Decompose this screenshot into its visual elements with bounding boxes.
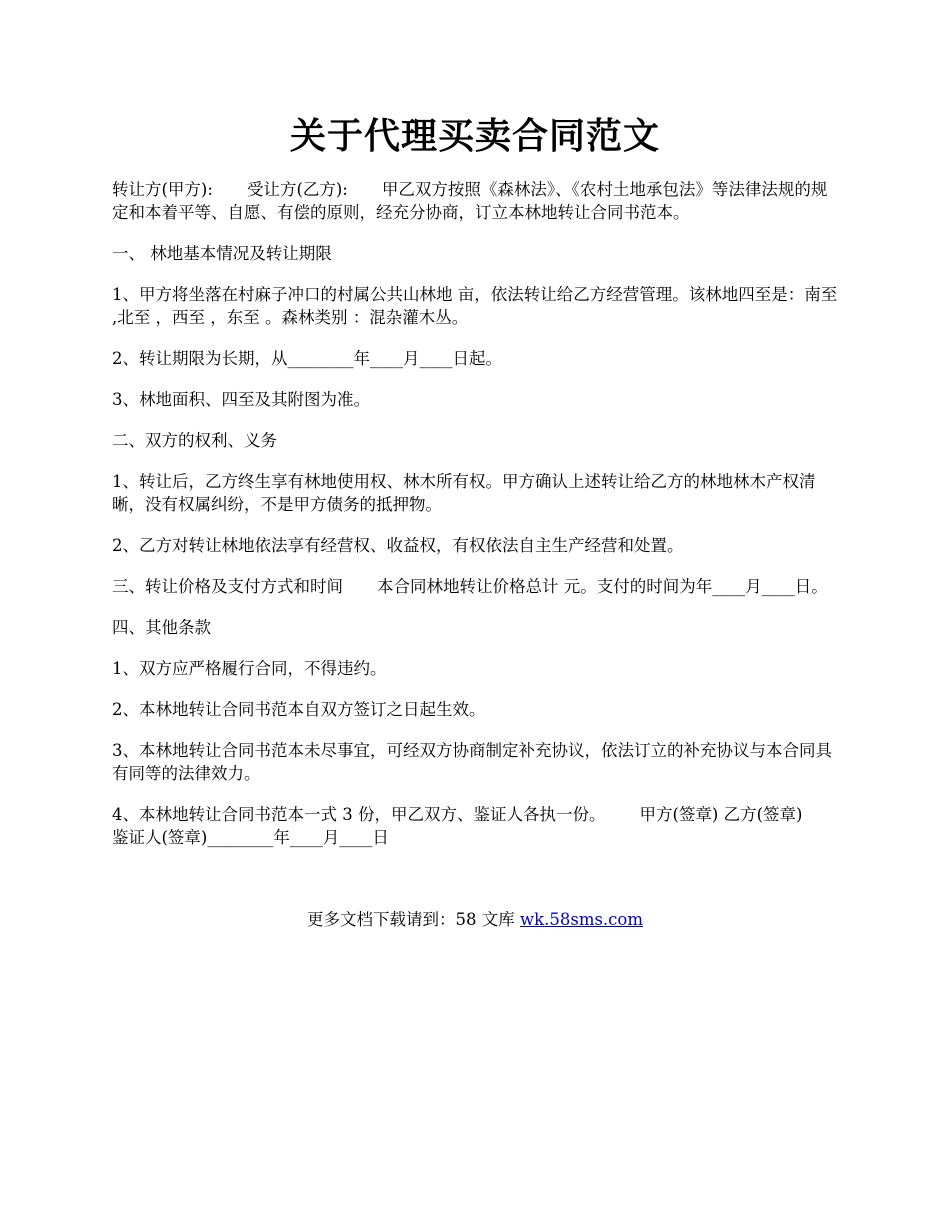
clause-4-2: 2、本林地转让合同书范本自双方签订之日起生效。 (112, 700, 486, 719)
party-b-label: 受让方(乙方): (246, 180, 348, 199)
section-heading-3: 三、转让价格及支付方式和时间 (112, 577, 343, 596)
clause-4-4-text: 4、本林地转让合同书范本一式 3 份，甲乙双方、鉴证人各执一份。 (112, 805, 606, 824)
witness-signature: 鉴证人(签章)________年____月____日 (112, 828, 389, 847)
section-3-paragraph (112, 575, 840, 598)
footer-text: 更多文档下载请到：58 文库 (306, 910, 520, 929)
document-body (112, 178, 840, 867)
document-title: 关于代理买卖合同范文 (289, 115, 660, 157)
party-b-signature: 乙方(签章) (723, 805, 803, 824)
clause-1-3: 3、林地面积、四至及其附图为准。 (112, 390, 370, 409)
clause-4-4 (112, 803, 840, 849)
intro-paragraph (112, 178, 840, 224)
party-a-label: 转让方(甲方): (112, 180, 213, 199)
section-heading-4: 四、其他条款 (112, 618, 211, 637)
section-3-text: 本合同林地转让价格总计 元。支付的时间为年____月____日。 (377, 577, 828, 596)
clause-1-2: 2、转让期限为长期，从________年____月____日起。 (112, 349, 502, 368)
footer-link[interactable]: wk.58sms.com (519, 910, 643, 929)
clause-4-3: 3、本林地转让合同书范本未尽事宜，可经双方协商制定补充协议，依法订立的补充协议与本合同具有同等的法律效力。 (112, 741, 832, 783)
intro-text: 甲乙双方按照《森林法》、《农村土地承包法》等法律法规的规定和本着平等、自愿、有偿的原则，经充分协商，订立本林地转让合同书范本。 (112, 180, 828, 222)
clause-4-1: 1、双方应严格履行合同，不得违约。 (112, 659, 387, 678)
party-a-signature: 甲方(签章) (639, 805, 719, 824)
clause-1-1: 1、甲方将坐落在村麻子冲口的村属公共山林地 亩，依法转让给乙方经营管理。该林地四至是：南至 ,北至 ，西至 ，东至 。森林类别 ：混杂灌木丛。 (112, 285, 838, 327)
clause-2-2: 2、乙方对转让林地依法享有经营权、收益权，有权依法自主生产经营和处置。 (112, 536, 684, 555)
section-heading-1: 一、 林地基本情况及转让期限 (112, 244, 332, 263)
section-heading-2: 二、双方的权利、义务 (112, 431, 277, 450)
footer (0, 908, 950, 931)
clause-2-1: 1、转让后，乙方终生享有林地使用权、林木所有权。甲方确认上述转让给乙方的林地林木产权清晰，没有权属纠纷，不是甲方债务的抵押物。 (112, 472, 816, 514)
